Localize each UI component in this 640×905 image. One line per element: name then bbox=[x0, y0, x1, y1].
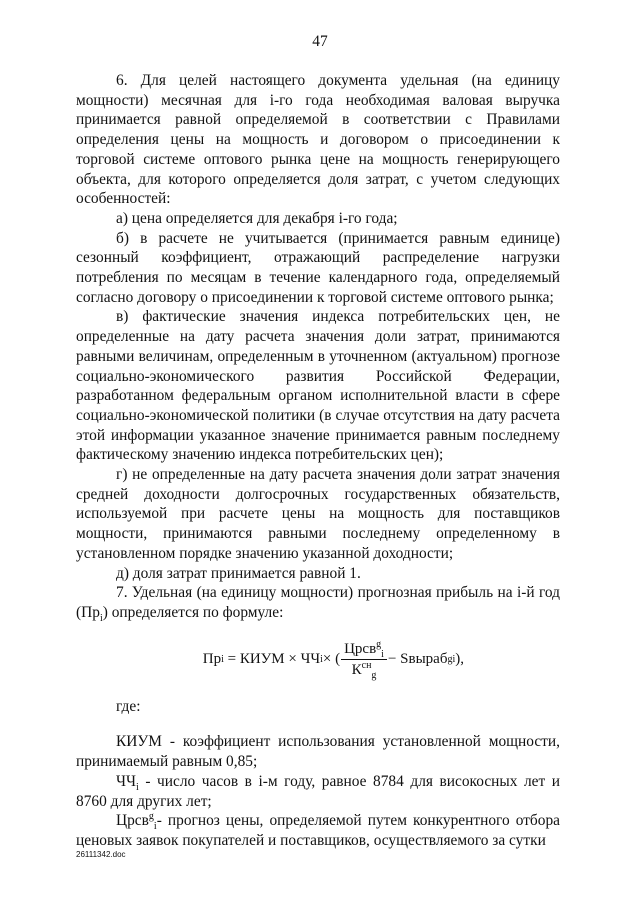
spacer bbox=[76, 716, 560, 732]
item-d: д) доля затрат принимается равной 1. bbox=[116, 564, 361, 582]
def-kium-text: - коэффициент использования установленной мощности, принимаемый равным 0,85; bbox=[76, 733, 560, 771]
item-b: б) в расчете не учитывается (принимается равным единице) сезонный коэффициент, отражающий распределение нагрузки потребления по месяцам в течение календарного года, определяемый согласно договору о присоединении к торговой системе оптового рынка; bbox=[76, 229, 560, 306]
document-body bbox=[76, 71, 560, 851]
def-chch-sub: i bbox=[136, 781, 139, 793]
formula-fraction bbox=[341, 639, 387, 682]
formula-times-paren: × ( bbox=[322, 650, 341, 667]
def-kium-term: КИУМ bbox=[116, 733, 162, 751]
item-v: в) фактические значения индекса потребительских цен, не определенные на дату расчета значения доли затрат, принимаются равными величинам, определенным в уточненном (актуальном) прогнозе социально-экономического развития Российской Федерации, разработанном федеральным органом исполнительной власти в сфере социально-экономической политики (в случае отсутствия на дату расчета этой информации указанное значение принимается равным последнему фактическому значению индекса потребительских цен); bbox=[76, 308, 560, 464]
definition-kium bbox=[76, 732, 560, 771]
paragraph-7-symbol: Пр bbox=[81, 603, 100, 621]
formula-num-text: Црсв bbox=[344, 641, 377, 658]
def-crsv-text: - прогноз цены, определяемой путем конкурентного отбора ценовых заявок покупателей и поставщиков, осуществляемого за сутки bbox=[76, 812, 560, 849]
formula-den-sup: сн bbox=[361, 660, 372, 672]
formula-den-text: К bbox=[351, 662, 362, 679]
footer-filename: 26111342.doc bbox=[76, 850, 126, 859]
paragraph-6: 6. Для целей настоящего документа удельная (на единицу мощности) месячная для i-го года необходимая валовая выручка принимается равной определяемой в соответствии с Правилами определения цены на мощность и договором о присоединении к торговой системе оптового рынка цене на мощность генерирующего объекта, для которого определяется доля затрат, с учетом следующих особенностей: bbox=[76, 72, 560, 208]
formula-numerator bbox=[341, 640, 387, 660]
formula-close: ), bbox=[455, 650, 464, 667]
def-chch-term: ЧЧ bbox=[116, 772, 137, 790]
where-label: где: bbox=[116, 697, 141, 715]
item-a: а) цена определяется для декабря i-го года; bbox=[116, 209, 398, 227]
formula-eq: = КИУМ × ЧЧ bbox=[227, 650, 321, 667]
formula-lhs: Пр bbox=[202, 650, 222, 667]
formula-num-sup: g bbox=[376, 639, 382, 651]
paragraph-7-tail: ) определяется по формуле: bbox=[102, 603, 284, 621]
paragraph-7-subscript: i bbox=[99, 613, 103, 625]
page-number: 47 bbox=[312, 33, 328, 50]
def-crsv-term: Црсв bbox=[116, 812, 149, 830]
formula-den-sub: g bbox=[371, 670, 377, 682]
def-chch-text: - число часов в i-м году, равное 8784 для високосных лет и 8760 для других лет; bbox=[76, 772, 560, 810]
definition-chch bbox=[76, 772, 560, 811]
def-crsv-sup: g bbox=[148, 811, 154, 823]
formula-minus: − Sвыраб bbox=[387, 650, 448, 667]
paragraph-7 bbox=[76, 583, 560, 625]
formula-num-sub: i bbox=[381, 649, 384, 661]
item-g: г) не определенные на дату расчета значения доли затрат значения средней доходности долгосрочных государственных обязательств, используемой при расчете цены на мощность для поставщиков мощности, принимаются равными последнему определенному в установленном порядке значению указанной доходности; bbox=[76, 466, 560, 562]
formula-denominator bbox=[349, 660, 380, 682]
def-crsv-sub: i bbox=[153, 821, 157, 833]
paragraph-7-lead: 7. Удельная (на единицу мощности) прогнозная прибыль на i-й год ( bbox=[76, 584, 560, 621]
definition-crsv bbox=[76, 811, 560, 850]
profit-formula: Пр i = КИУМ × ЧЧ i × ( $\frac{Црсв^g_i}{К^{сн}_g}$ − Sвыраб g i ), bbox=[202, 639, 464, 682]
